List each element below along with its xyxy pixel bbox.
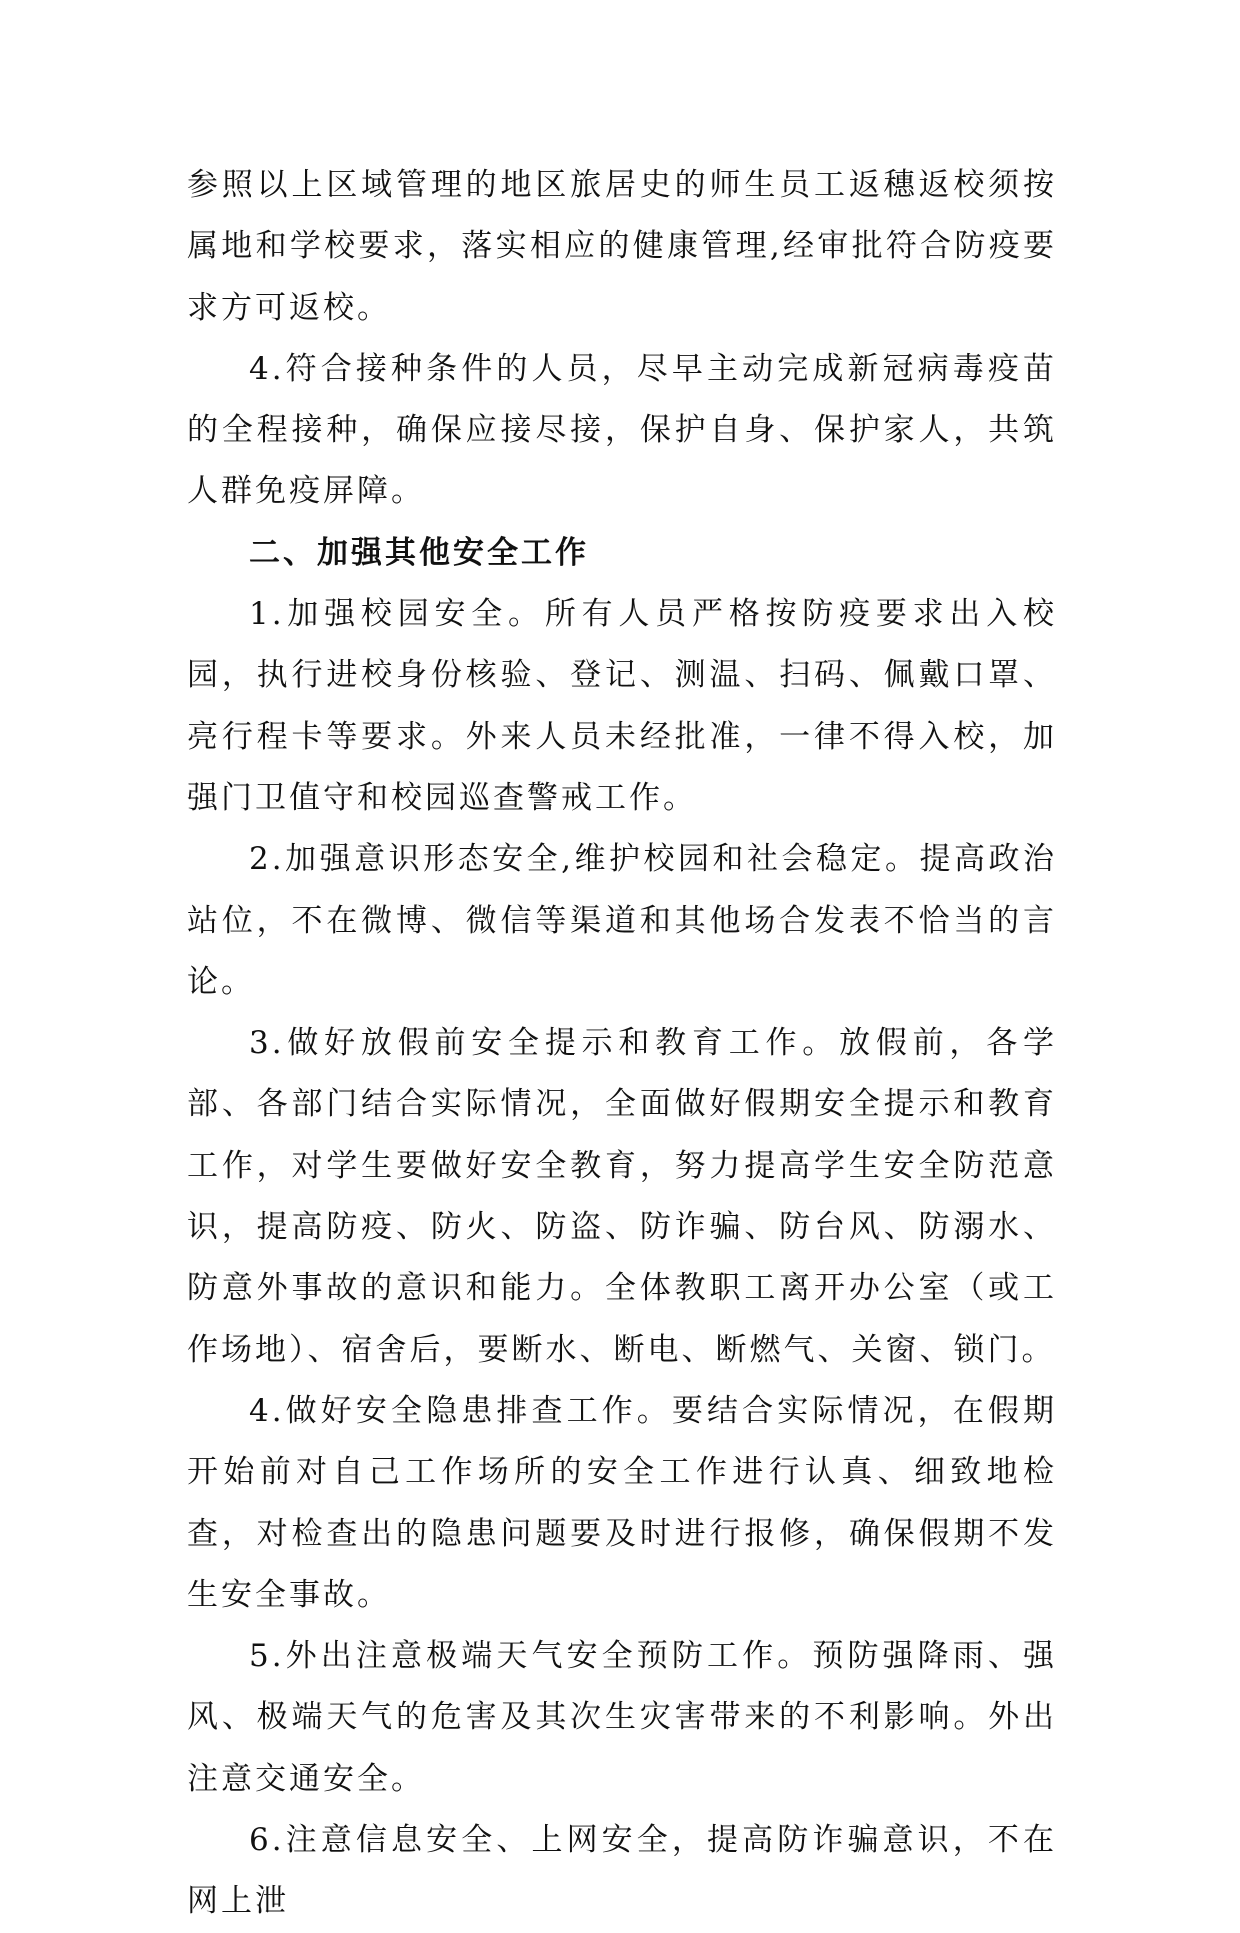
paragraph-vaccination: 4.符合接种条件的人员，尽早主动完成新冠病毒疫苗的全程接种，确保应接尽接，保护自身、保护家人，共筑人群免疫屏障。 xyxy=(187,350,1057,510)
document-body xyxy=(187,155,1057,1933)
list-item-extreme-weather: 5.外出注意极端天气安全预防工作。预防强降雨、强风、极端天气的危害及其次生灾害带来的不利影响。外出注意交通安全。 xyxy=(187,1638,1057,1797)
section-heading: 二、加强其他安全工作 xyxy=(249,534,589,571)
paragraph-continued-return-policy: 参照以上区域管理的地区旅居史的师生员工返穗返校须按属地和学校要求，落实相应的健康管理,经审批符合防疫要求方可返校。 xyxy=(187,167,1057,326)
list-item-pre-holiday-education: 3.做好放假前安全提示和教育工作。放假前，各学部、各部门结合实际情况，全面做好假期安全提示和教育工作，对学生要做好安全教育，努力提高学生安全防范意识，提高防疫、防火、防盗、防诈骗、防台风、防溺水、防意外事故的意识和能力。全体教职工离开办公室（或工作场地）、宿舍后，要断水、断电、断燃气、关窗、锁门。 xyxy=(187,1025,1057,1368)
list-item-ideological-safety: 2.加强意识形态安全,维护校园和社会稳定。提高政治站位，不在微博、微信等渠道和其他场合发表不恰当的言论。 xyxy=(187,841,1057,1000)
list-item-hazard-inspection: 4.做好安全隐患排查工作。要结合实际情况，在假期开始前对自己工作场所的安全工作进行认真、细致地检查，对检查出的隐患问题要及时进行报修，确保假期不发生安全事故。 xyxy=(187,1392,1057,1613)
list-item-campus-safety: 1.加强校园安全。所有人员严格按防疫要求出入校园，执行进校身份核验、登记、测温、扫码、佩戴口罩、亮行程卡等要求。外来人员未经批准，一律不得入校，加强门卫值守和校园巡查警戒工作。 xyxy=(187,596,1057,816)
list-item-information-security: 6.注意信息安全、上网安全，提高防诈骗意识，不在网上泄 xyxy=(187,1822,1057,1920)
